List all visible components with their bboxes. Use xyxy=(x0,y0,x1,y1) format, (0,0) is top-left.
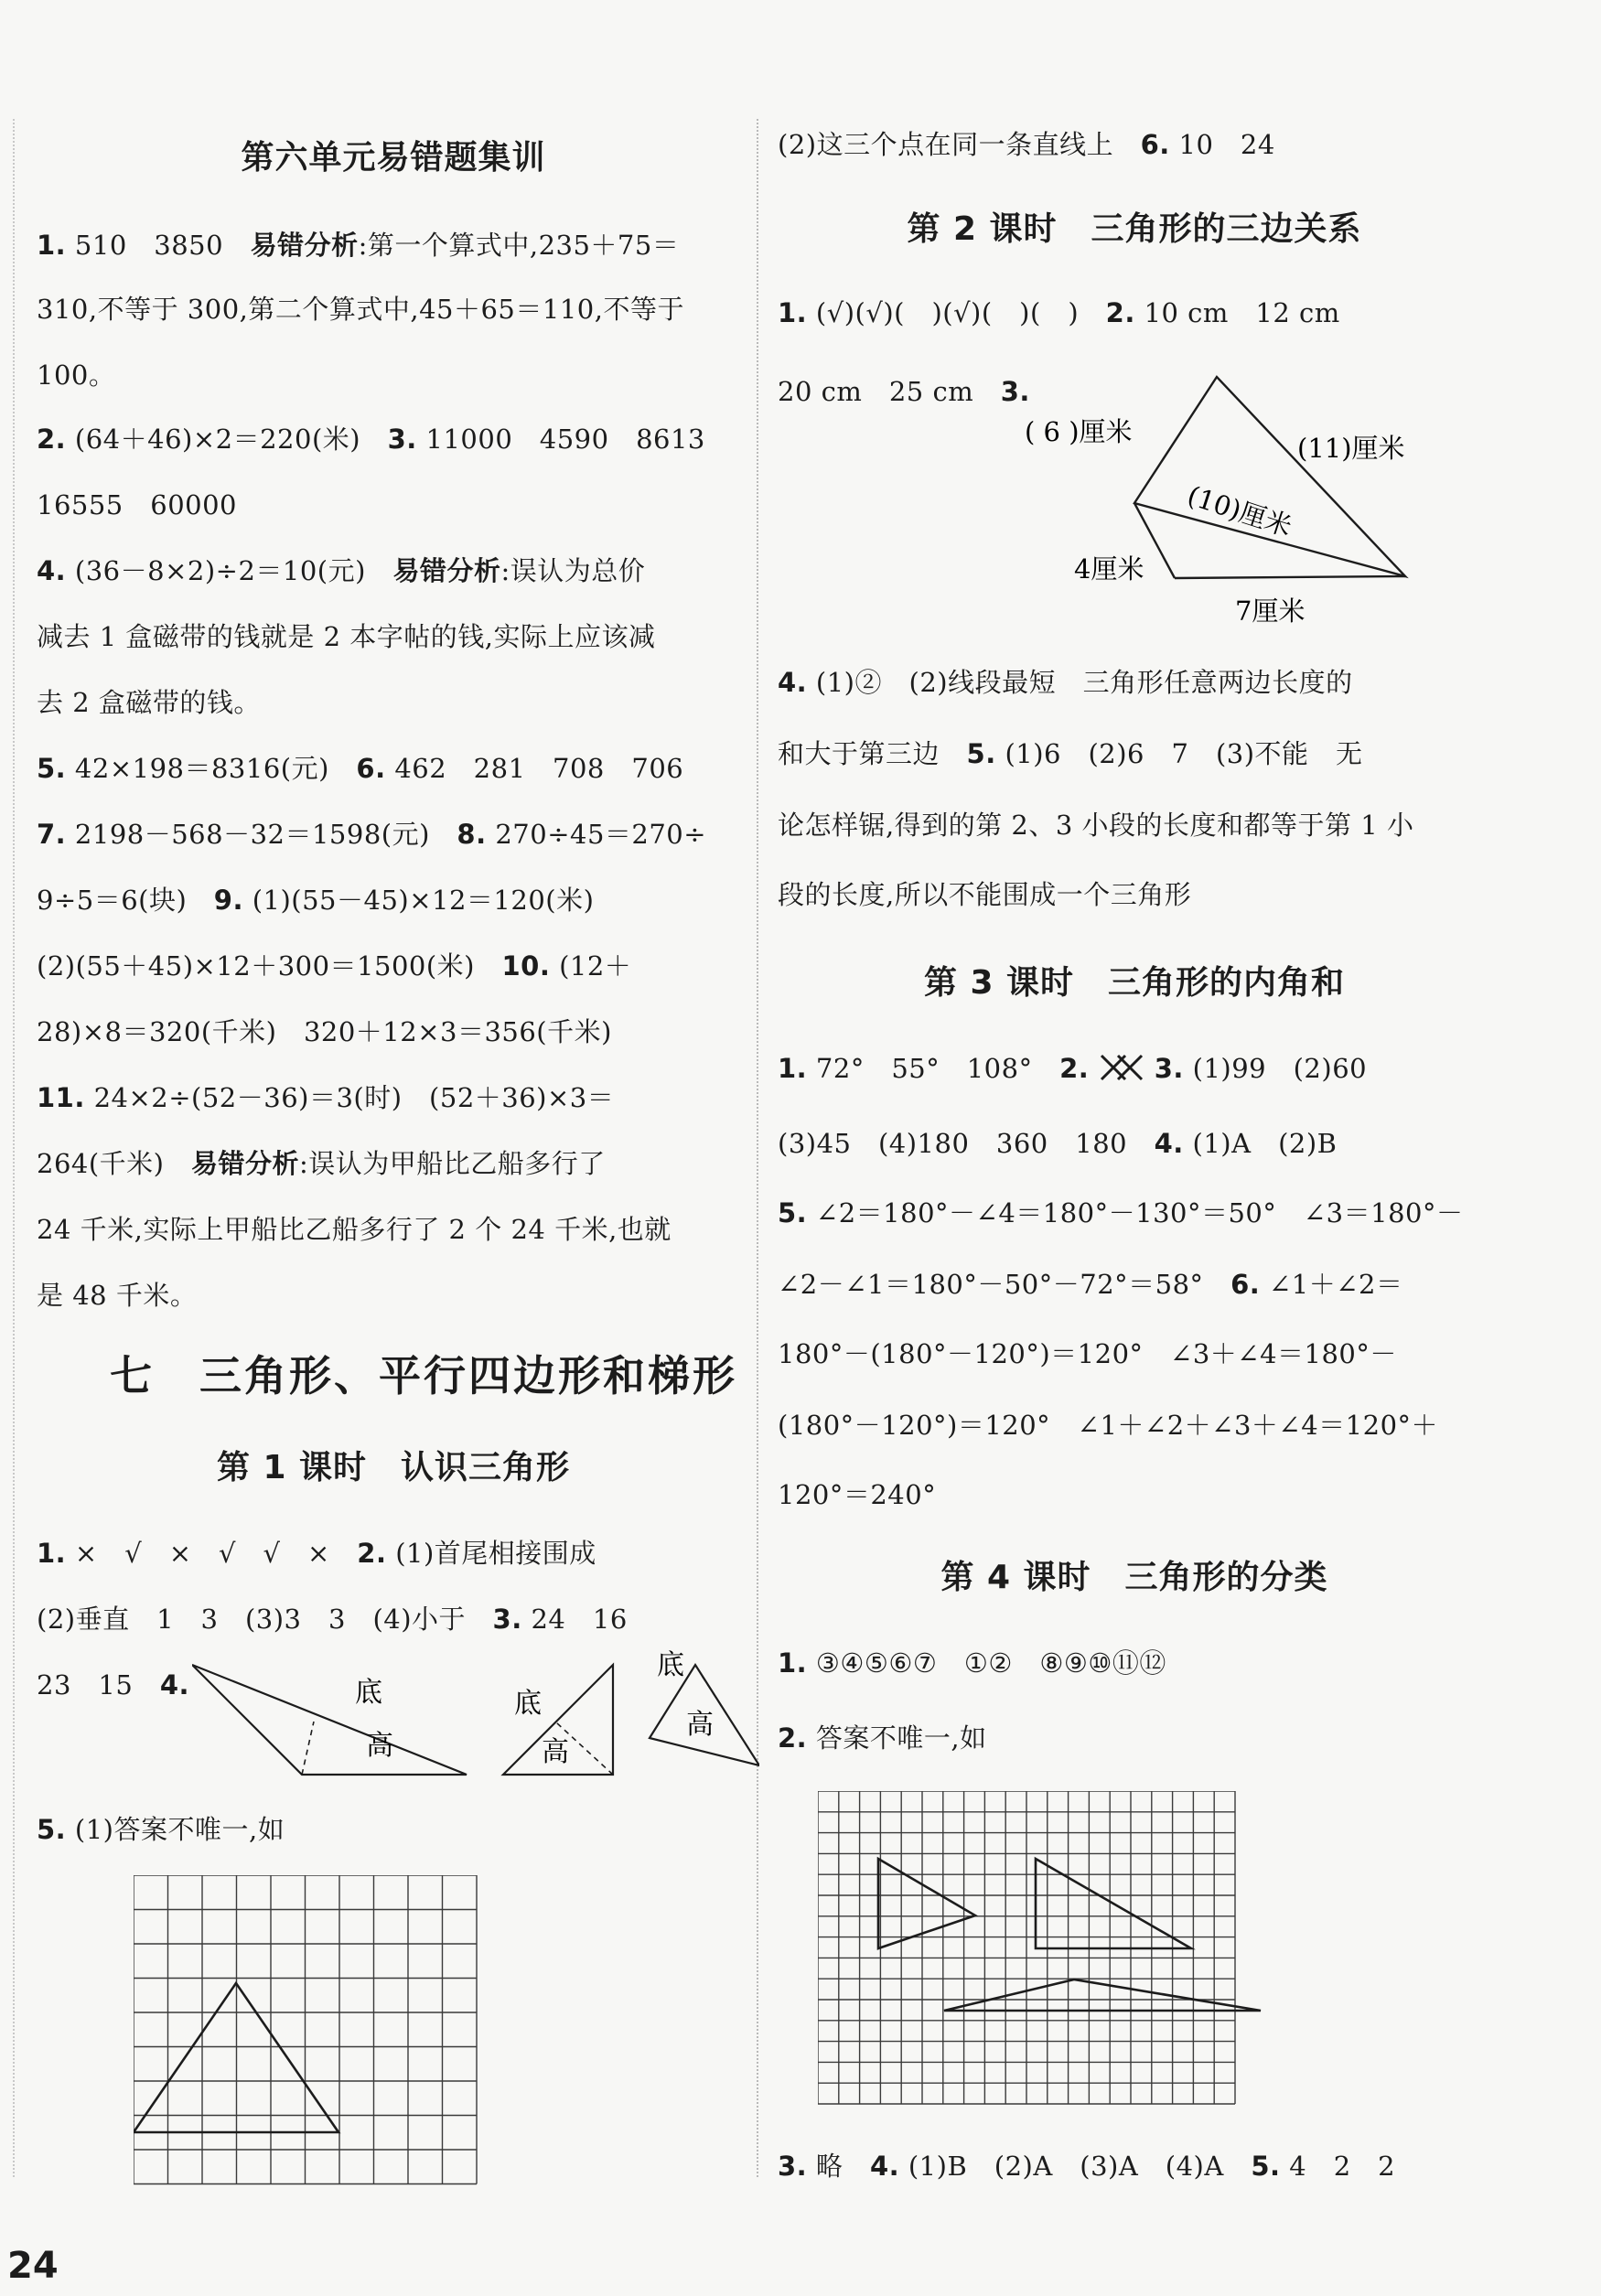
question-number: 11. xyxy=(37,1082,85,1113)
answer-line: (180°－120°)＝120° ∠1＋∠2＋∠3＋∠4＝120°＋ xyxy=(778,1410,1439,1441)
answer-text: (1)答案不唯一,如 xyxy=(74,1814,285,1845)
height-label: 高 xyxy=(686,1709,714,1741)
answer-text: (2)(55＋45)×12＋300＝1500(米) xyxy=(37,950,502,982)
answer-text: (1)99 (2)60 xyxy=(1192,1053,1368,1084)
question-number: 10. xyxy=(501,950,551,982)
answer-line: 24 千米,实际上甲船比乙船多行了 2 个 24 千米,也就 xyxy=(37,1214,672,1245)
answer-line: 16555 60000 xyxy=(37,489,238,520)
answer-text: (1)6 (2)6 7 (3)不能 无 xyxy=(1005,738,1363,769)
question-number: 2. xyxy=(357,1538,387,1569)
answer-text: 24 16 xyxy=(531,1604,628,1635)
side-label-6: ( 6 )厘米 xyxy=(1025,416,1133,447)
answer-text: 72° 55° 108° xyxy=(815,1053,1060,1084)
answer-line xyxy=(778,1195,1463,1231)
answer-text: (1)A (2)B xyxy=(1192,1128,1338,1159)
question-number: 4. xyxy=(1154,1128,1184,1159)
answer-text: 11000 4590 8613 xyxy=(425,424,705,455)
grid-triangle-3 xyxy=(944,1979,1261,2011)
answer-line: 去 2 盒磁带的钱。 xyxy=(37,687,261,718)
answer-text: 24×2÷(52－36)＝3(时) (52＋36)×3＝ xyxy=(93,1082,615,1113)
question-number: 9. xyxy=(213,885,243,916)
answer-line: 论怎样锯,得到的第 2、3 小段的长度和都等于第 1 小 xyxy=(778,810,1414,841)
answer-text: 20 cm 25 cm xyxy=(778,376,1001,407)
grid-triangle-1 xyxy=(878,1859,975,1948)
answer-text: (1)首尾相接围成 xyxy=(395,1538,596,1569)
answer-line: 180°－(180°－120°)＝120° ∠3＋∠4＝180°－ xyxy=(778,1338,1397,1369)
question-number: 2. xyxy=(37,424,67,455)
question-number: 5. xyxy=(966,738,996,769)
question-number: 3. xyxy=(492,1604,522,1635)
height-label: 高 xyxy=(542,1736,569,1768)
grid xyxy=(134,1875,477,2184)
side-length-figure xyxy=(1025,366,1427,631)
error-analysis-tag: 易错分析 xyxy=(392,555,501,586)
answer-text: 4 2 2 xyxy=(1289,2151,1396,2182)
answer-text: 和大于第三边 xyxy=(778,738,967,769)
answer-line xyxy=(37,750,683,787)
lesson2-title: 第 2 课时 三角形的三边关系 xyxy=(907,210,1362,248)
answer-text: 23 15 xyxy=(37,1669,160,1701)
question-number: 4. xyxy=(159,1669,190,1701)
question-number: 1. xyxy=(37,230,67,261)
answer-text: ③④⑤⑥⑦ ①② ⑧⑨⑩⑪⑫ xyxy=(815,1647,1166,1679)
answer-text: (1)② (2)线段最短 三角形任意两边长度的 xyxy=(815,667,1353,698)
side-label-7: 7厘米 xyxy=(1235,595,1306,627)
answer-line xyxy=(778,126,1275,163)
answer-text: (64＋46)×2＝220(米) xyxy=(74,424,388,455)
question-number: 2. xyxy=(1059,1053,1090,1084)
side-label-11: (11)厘米 xyxy=(1297,433,1405,464)
question-number: 5. xyxy=(37,1814,67,1845)
answer-line xyxy=(778,1720,987,1756)
answer-text: 10 24 xyxy=(1178,129,1275,160)
question-number: 6. xyxy=(1230,1269,1261,1300)
answer-line xyxy=(778,735,1363,772)
answer-text: 510 3850 xyxy=(74,230,251,261)
answer-line xyxy=(778,664,1353,701)
answer-text: :误认为总价 xyxy=(500,555,646,586)
base-label: 底 xyxy=(355,1677,382,1709)
question-number: 3. xyxy=(1154,1053,1184,1084)
answer-line xyxy=(778,1050,1367,1087)
base-label: 底 xyxy=(514,1688,542,1720)
answer-line xyxy=(778,295,1340,331)
question-number: 3. xyxy=(387,424,417,455)
answer-line xyxy=(37,1079,614,1116)
answer-line xyxy=(778,1266,1402,1303)
answer-line xyxy=(37,882,594,918)
answer-text: 270÷45＝270÷ xyxy=(495,819,707,850)
answer-line xyxy=(37,1145,606,1182)
triangle-1 xyxy=(192,1665,467,1775)
answer-text: ∠1＋∠2＝ xyxy=(1268,1269,1403,1300)
answer-text: ∠2＝180°－∠4＝180°－130°＝50° ∠3＝180°－ xyxy=(815,1197,1464,1228)
answer-line xyxy=(37,948,631,984)
answer-text: (√)(√)( )(√)( )( ) xyxy=(815,297,1106,328)
question-number: 1. xyxy=(778,1053,808,1084)
answer-text: 2198－568－32＝1598(元) xyxy=(74,819,457,850)
answer-text: (1)(55－45)×12＝120(米) xyxy=(252,885,595,916)
question-number: 2. xyxy=(1105,297,1135,328)
question-number: 7. xyxy=(37,819,67,850)
answer-text: :第一个算式中,235＋75＝ xyxy=(358,230,680,261)
answer-line xyxy=(37,1601,628,1637)
answer-line: 减去 1 盒磁带的钱就是 2 本字帖的钱,实际上应该减 xyxy=(37,621,656,652)
question-number: 3. xyxy=(1000,376,1030,407)
answer-line: 是 48 千米。 xyxy=(37,1280,198,1311)
error-analysis-tag: 易错分析 xyxy=(250,230,359,261)
answer-text: ∠2－∠1＝180°－50°－72°＝58° xyxy=(778,1269,1231,1300)
question-number: 1. xyxy=(778,297,808,328)
answer-line xyxy=(778,2148,1395,2184)
question-number: 4. xyxy=(37,555,67,586)
answer-text: × √ × √ √ × xyxy=(74,1538,358,1569)
question-number: 3. xyxy=(778,2151,808,2182)
connect-lines-icon xyxy=(1098,1052,1145,1083)
answer-text: 462 281 708 706 xyxy=(394,753,684,784)
question-number: 4. xyxy=(869,2151,900,2182)
question-number: 8. xyxy=(457,819,487,850)
chapter-title: 七 三角形、平行四边形和梯形 xyxy=(110,1351,737,1400)
answer-line: 120°＝240° xyxy=(778,1479,937,1510)
answer-line xyxy=(37,553,645,589)
answer-text: (2)这三个点在同一条直线上 xyxy=(778,129,1141,160)
answer-line xyxy=(778,1125,1337,1162)
question-number: 5. xyxy=(778,1197,808,1228)
answer-line: 段的长度,所以不能围成一个三角形 xyxy=(778,879,1192,910)
answer-line xyxy=(37,816,706,853)
lesson3-title: 第 3 课时 三角形的内角和 xyxy=(923,964,1346,1002)
answer-line xyxy=(778,373,1030,410)
question-number: 1. xyxy=(778,1647,808,1679)
answer-text: (3)45 (4)180 360 180 xyxy=(778,1128,1155,1159)
error-analysis-tag: 易错分析 xyxy=(190,1148,299,1179)
side-label-4: 4厘米 xyxy=(1074,553,1144,585)
answer-line xyxy=(778,1645,1166,1681)
grid-triangle-figure xyxy=(134,1875,646,2186)
left-margin-rule xyxy=(13,119,15,2177)
question-number: 1. xyxy=(37,1538,67,1569)
answer-text: (12＋ xyxy=(559,950,632,982)
answer-text: 9÷5＝6(块) xyxy=(37,885,214,916)
answer-text: 10 cm 12 cm xyxy=(1144,297,1340,328)
question-number: 5. xyxy=(1251,2151,1281,2182)
height-label: 高 xyxy=(366,1730,393,1762)
unit6-title: 第六单元易错题集训 xyxy=(241,139,546,177)
question-number: 2. xyxy=(778,1722,808,1754)
column-divider xyxy=(757,119,758,2177)
answer-line: 100。 xyxy=(37,359,116,391)
answer-text: 答案不唯一,如 xyxy=(815,1722,987,1754)
question-number: 5. xyxy=(37,753,67,784)
answer-text: 42×198＝8316(元) xyxy=(74,753,357,784)
altitude-triangles-figure xyxy=(192,1647,759,1793)
answer-text: (36－8×2)÷2＝10(元) xyxy=(74,555,393,586)
lesson1-title: 第 1 课时 认识三角形 xyxy=(216,1449,571,1486)
answer-line xyxy=(37,1811,285,1848)
side-label-10: (10)厘米 xyxy=(1183,479,1296,542)
answer-text: 略 xyxy=(815,2151,870,2182)
triangle-classification-grid xyxy=(818,1791,1458,2120)
answer-line xyxy=(37,1535,596,1572)
answer-line xyxy=(37,421,705,457)
answer-text: 264(千米) xyxy=(37,1148,191,1179)
question-number: 6. xyxy=(356,753,386,784)
base-label: 底 xyxy=(657,1649,684,1681)
answer-text: (1)B (2)A (3)A (4)A xyxy=(908,2151,1252,2182)
grid-triangle-2 xyxy=(1036,1859,1191,1948)
answer-line: 28)×8＝320(千米) 320＋12×3＝356(千米) xyxy=(37,1016,612,1047)
answer-line: 310,不等于 300,第二个算式中,45＋65＝110,不等于 xyxy=(37,294,684,325)
answer-line xyxy=(37,1667,189,1703)
answer-line xyxy=(37,227,679,263)
question-number: 4. xyxy=(778,667,808,698)
outer-triangle xyxy=(1134,377,1405,576)
answer-text: (2)垂直 1 3 (3)3 3 (4)小于 xyxy=(37,1604,493,1635)
page-number: 24 xyxy=(7,2245,59,2287)
answer-text: :误认为甲船比乙船多行了 xyxy=(299,1148,606,1179)
question-number: 6. xyxy=(1140,129,1170,160)
lesson4-title: 第 4 课时 三角形的分类 xyxy=(940,1559,1328,1596)
